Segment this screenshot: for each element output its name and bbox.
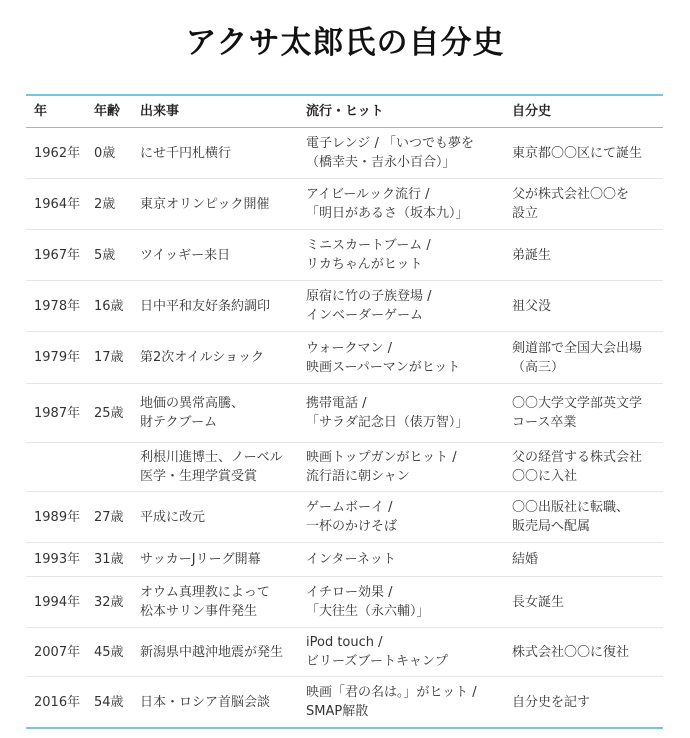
cell-year: 1993年 (34, 552, 81, 567)
cell-trend (306, 443, 512, 491)
cell-age: 0歳 (94, 145, 116, 161)
cell-history-line: 株式会社〇〇に復社 (512, 644, 630, 660)
cell-history-line: 設立 (512, 206, 539, 221)
cell-age: 5歳 (94, 247, 116, 263)
cell-age: 45歳 (94, 644, 124, 660)
cell-history (512, 677, 663, 727)
cell-year: 1979年 (34, 350, 81, 365)
cell-trend-line: ミニスカートブーム / (306, 238, 431, 253)
cell-event (140, 543, 306, 576)
cell-age: 17歳 (94, 350, 124, 365)
cell-trend (306, 492, 512, 542)
cell-trend-line: 携帯電話 / (306, 396, 367, 411)
cell-age (94, 443, 140, 491)
cell-event-line: サッカーJリーグ開幕 (140, 552, 261, 567)
cell-event (140, 492, 306, 542)
cell-age: 16歳 (94, 298, 124, 314)
cell-history (512, 332, 663, 383)
cell-year: 1994年 (34, 594, 81, 610)
cell-event (140, 443, 306, 491)
cell-trend (306, 543, 512, 576)
table-row (26, 577, 663, 628)
cell-history-line: 父の経営する株式会社 (512, 450, 643, 465)
cell-trend-line: 流行語に朝シャン (306, 469, 410, 484)
cell-history-line: 父が株式会社〇〇を (512, 187, 630, 202)
cell-trend-line: 「明日があるさ（坂本九）」 (306, 206, 469, 221)
cell-history-line: コース卒業 (512, 415, 577, 430)
cell-event (140, 332, 306, 383)
table-row (26, 332, 663, 384)
cell-history-line: 弟誕生 (512, 247, 552, 263)
cell-history (512, 628, 663, 676)
cell-event-line: 平成に改元 (140, 509, 206, 525)
cell-history (512, 443, 663, 491)
cell-event-line: 利根川進博士、ノーベル (140, 450, 283, 465)
cell-event (140, 677, 306, 727)
table-row (26, 230, 663, 281)
table-row (26, 628, 663, 677)
cell-trend (306, 281, 512, 331)
cell-event-line: 医学・生理学賞受賞 (140, 469, 258, 484)
table-header (26, 96, 663, 128)
cell-trend-line: （橋幸夫・吉永小百合）」 (306, 155, 456, 170)
cell-history (512, 543, 663, 576)
cell-event (140, 230, 306, 280)
table-row (26, 179, 663, 230)
cell-trend (306, 128, 512, 178)
cell-history-line: 販売局へ配属 (512, 519, 591, 534)
table-row (26, 543, 663, 577)
cell-trend (306, 628, 512, 676)
page-title: アクサ太郎氏の自分史 (185, 25, 505, 61)
cell-year (26, 443, 94, 491)
cell-history-line: 長女誕生 (512, 594, 565, 610)
cell-event-line: 財テクブーム (140, 415, 218, 430)
cell-history (512, 577, 663, 627)
header-event: 出来事 (140, 104, 180, 119)
cell-trend-line: 電子レンジ / 「いつでも夢を (306, 136, 474, 151)
cell-trend (306, 230, 512, 280)
header-year: 年 (34, 104, 48, 119)
table-row (26, 443, 663, 492)
cell-event-line: 地価の異常高騰、 (140, 396, 245, 411)
cell-trend-line: 一杯のかけそば (306, 519, 398, 534)
cell-trend (306, 577, 512, 627)
table-row (26, 492, 663, 543)
cell-trend-line: アイビールック流行 / (306, 187, 430, 202)
cell-age: 31歳 (94, 552, 124, 567)
cell-event-line: にせ千円札横行 (140, 145, 232, 161)
cell-age: 54歳 (94, 694, 124, 710)
cell-trend (306, 384, 512, 442)
cell-trend-line: 映画スーパーマンがヒット (306, 359, 461, 375)
cell-trend-line: イチロー効果 / (306, 585, 393, 600)
header-history: 自分史 (512, 104, 552, 119)
cell-history-line: 〇〇に入社 (512, 469, 578, 484)
cell-year: 1967年 (34, 247, 81, 263)
cell-trend-line: ゲームボーイ / (306, 500, 393, 515)
cell-event-line: 第2次オイルショック (140, 350, 265, 365)
cell-trend (306, 179, 512, 229)
cell-trend-line: SMAP解散 (306, 704, 369, 719)
cell-event-line: オウム真理教によって (140, 585, 270, 600)
table-row (26, 128, 663, 179)
cell-age: 32歳 (94, 594, 124, 610)
cell-trend (306, 677, 512, 727)
cell-year: 2016年 (34, 694, 81, 710)
cell-event-line: 松本サリン事件発生 (140, 604, 258, 619)
cell-event (140, 281, 306, 331)
cell-history-line: 自分史を記す (512, 694, 591, 710)
table-row (26, 281, 663, 332)
cell-year: 1962年 (34, 145, 81, 161)
cell-event (140, 179, 306, 229)
history-table (26, 94, 663, 729)
cell-trend-line: 「大往生（永六輔）」 (306, 604, 430, 619)
cell-trend-line: インベーダーゲーム (306, 308, 424, 323)
cell-event (140, 628, 306, 676)
cell-trend-line: ウォークマン / (306, 340, 392, 356)
cell-history (512, 230, 663, 280)
cell-history-line: 〇〇出版社に転職、 (512, 500, 630, 515)
cell-trend-line: 映画「君の名は。」がヒット / (306, 685, 477, 700)
cell-history (512, 281, 663, 331)
cell-history (512, 179, 663, 229)
cell-age: 27歳 (94, 509, 124, 525)
cell-history-line: 剣道部で全国大会出場 (512, 340, 643, 356)
cell-history-line: 祖父没 (512, 298, 552, 314)
cell-event-line: 新潟県中越沖地震が発生 (140, 644, 284, 660)
cell-age: 25歳 (94, 405, 124, 421)
cell-age: 2歳 (94, 196, 116, 212)
cell-event (140, 384, 306, 442)
cell-history-line: 結婚 (512, 552, 539, 567)
cell-trend-line: ビリーズブートキャンプ (306, 654, 448, 669)
cell-trend-line: 原宿に竹の子族登場 / (306, 289, 432, 304)
cell-year: 1987年 (34, 405, 81, 421)
cell-year: 1978年 (34, 298, 81, 314)
cell-trend-line: 「サラダ記念日（俵万智）」 (306, 415, 469, 430)
cell-history-line: 〇〇大学文学部英文学 (512, 396, 643, 411)
cell-history (512, 128, 663, 178)
cell-trend-line: iPod touch / (306, 635, 383, 650)
table-body (26, 128, 663, 727)
header-trend: 流行・ヒット (306, 104, 384, 119)
cell-year: 2007年 (34, 644, 81, 660)
cell-event (140, 577, 306, 627)
cell-event (140, 128, 306, 178)
cell-year: 1989年 (34, 509, 81, 525)
cell-history (512, 384, 663, 442)
cell-history (512, 492, 663, 542)
cell-trend-line: インターネット (306, 552, 396, 567)
cell-history-line: 東京都〇〇区にて誕生 (512, 145, 643, 161)
header-age: 年齢 (94, 104, 121, 119)
cell-trend (306, 332, 512, 383)
cell-event-line: 日中平和友好条約調印 (140, 298, 271, 314)
cell-year: 1964年 (34, 196, 81, 212)
cell-trend-line: 映画トップガンがヒット / (306, 450, 457, 465)
cell-event-line: 東京オリンピック開催 (140, 196, 270, 212)
cell-history-line: （高三） (512, 359, 565, 375)
cell-event-line: 日本・ロシア首脳会談 (140, 694, 271, 710)
cell-event-line: ツイッギー来日 (140, 247, 231, 263)
table-row (26, 677, 663, 727)
table-row (26, 384, 663, 443)
cell-trend-line: リカちゃんがヒット (306, 257, 423, 272)
